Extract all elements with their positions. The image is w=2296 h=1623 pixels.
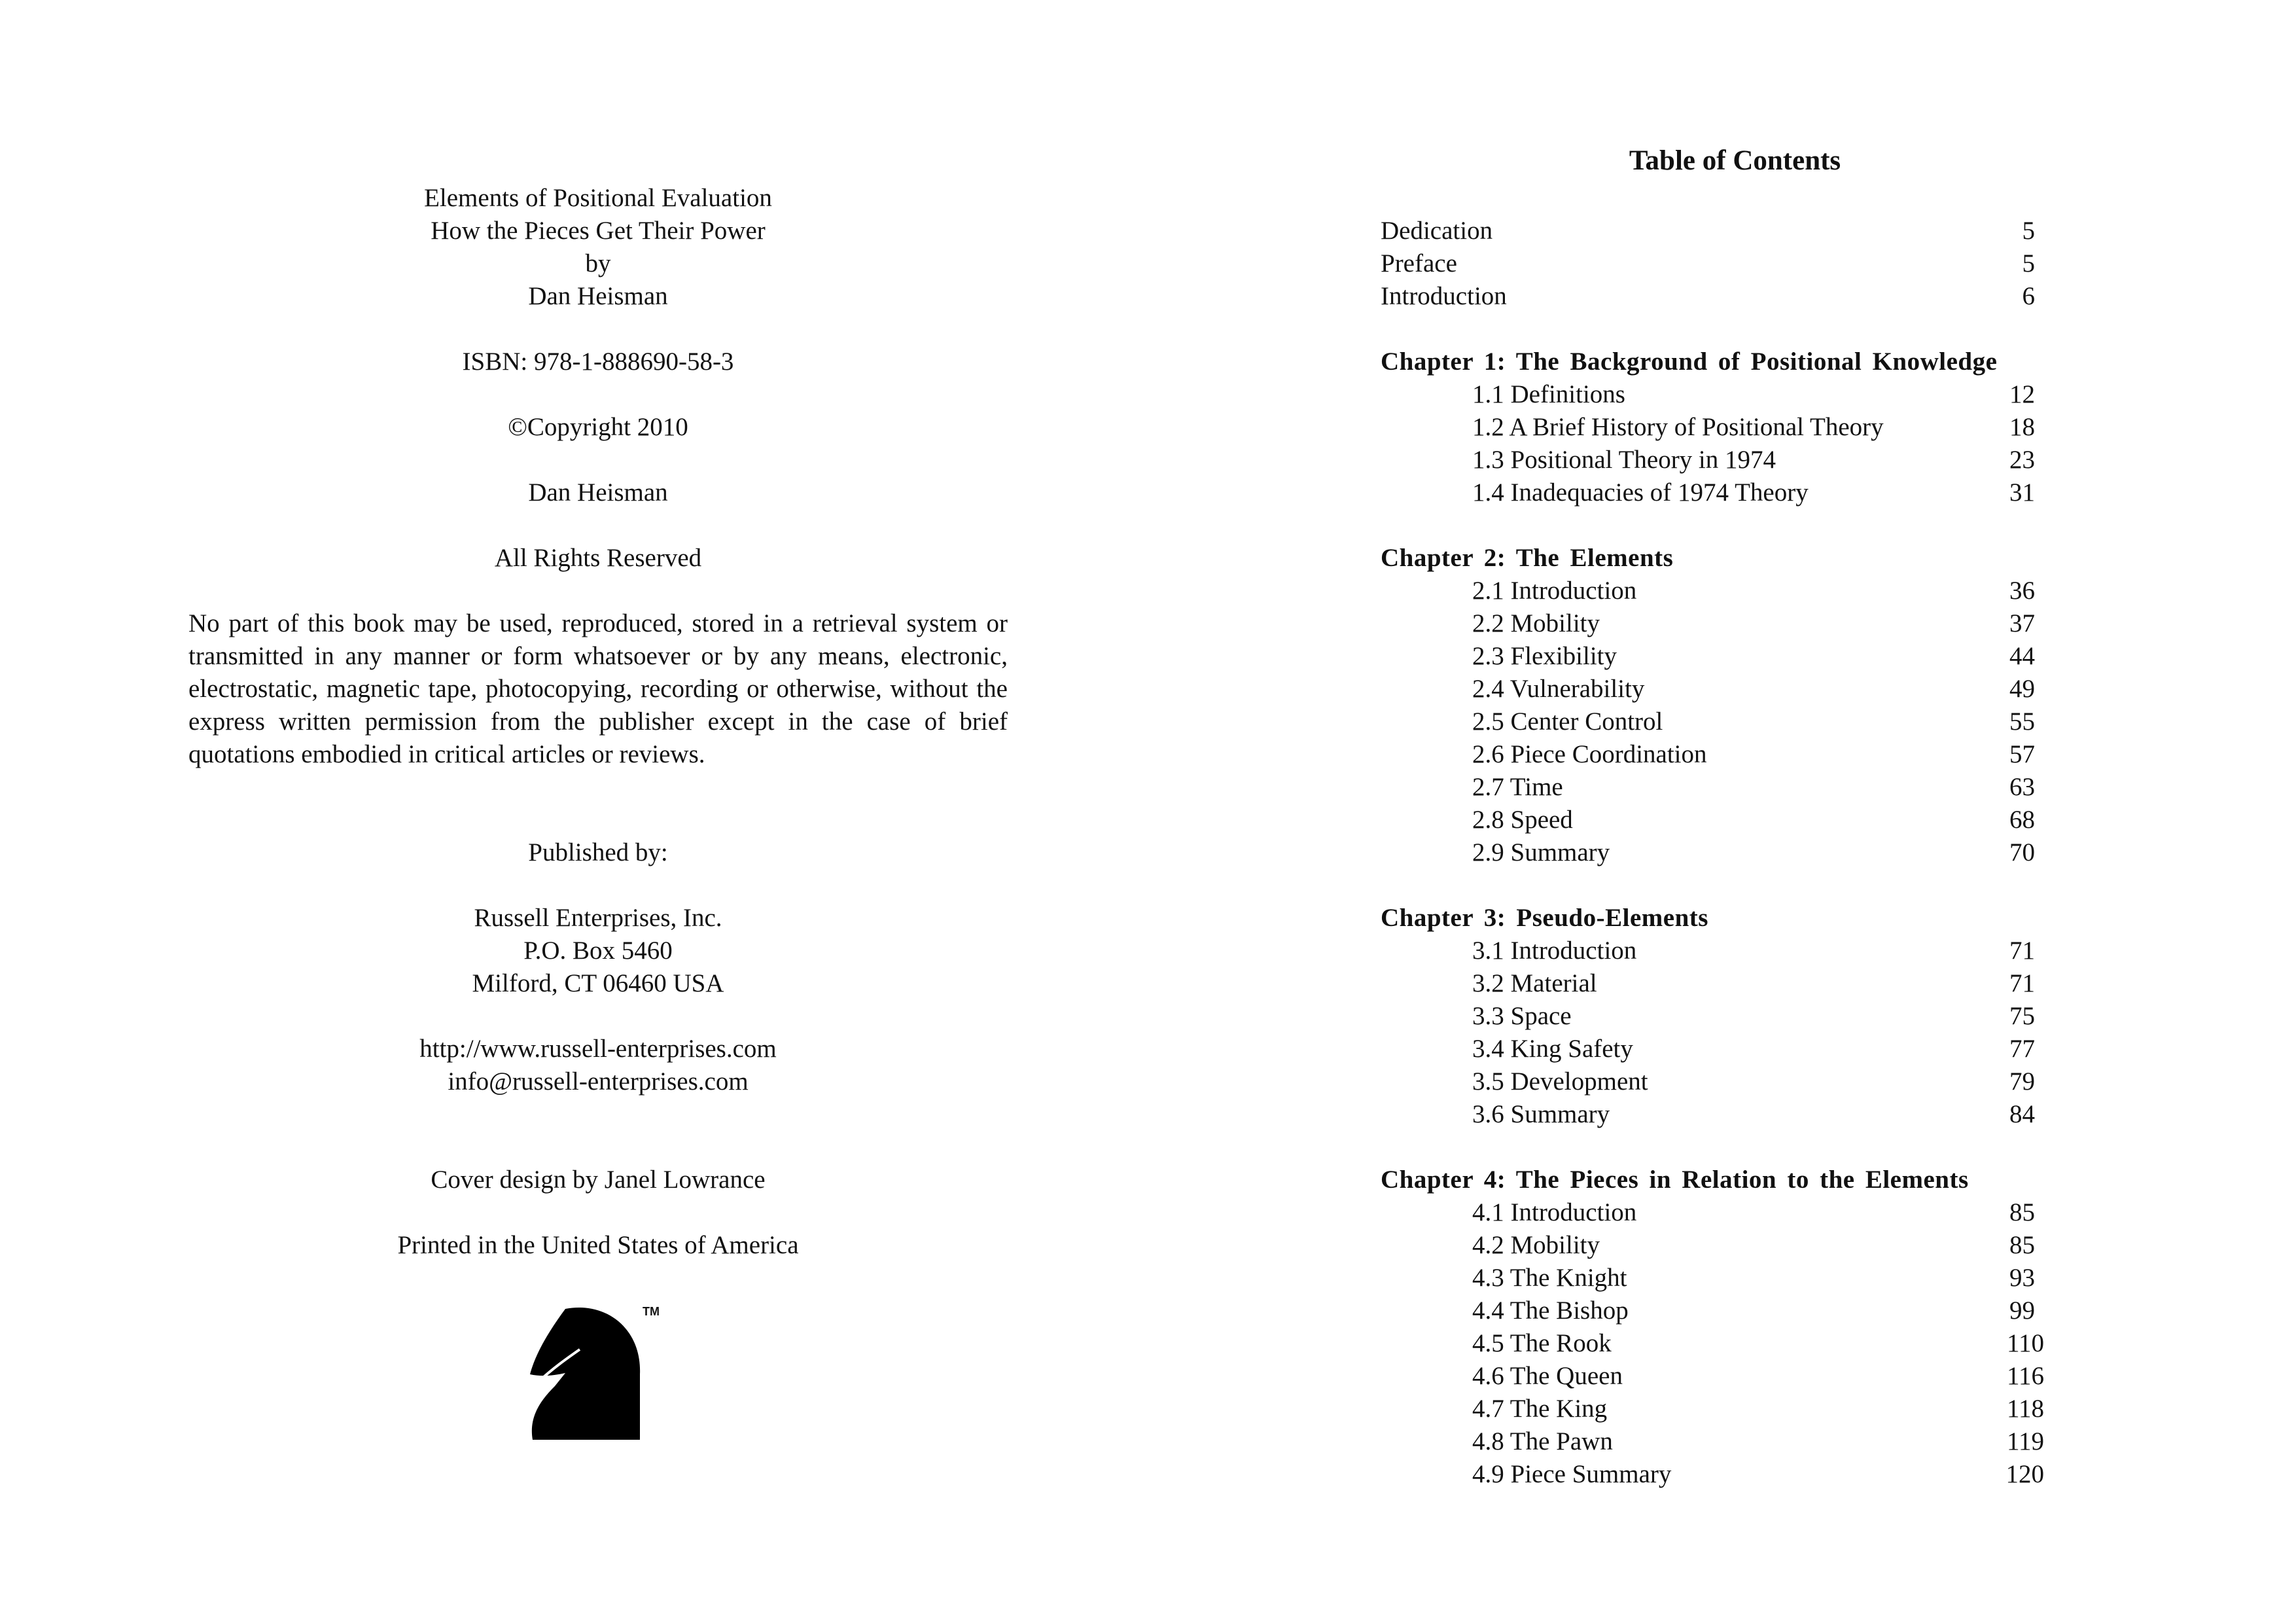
rights-reserved: All Rights Reserved [494,544,702,572]
isbn: ISBN: 978-1-888690-58-3 [462,348,734,376]
toc-section[interactable] [1472,1458,2044,1491]
toc-section-label: 3.3 Space [1472,1002,1572,1030]
publisher-address [188,902,1008,1000]
toc-section[interactable] [1472,935,2035,967]
toc-section[interactable] [1472,1000,2035,1033]
publisher-po-box: P.O. Box 5460 [523,936,673,965]
toc-entry[interactable] [1381,247,2035,280]
toc-section[interactable] [1472,967,2035,1000]
toc-section-label: 4.1 Introduction [1472,1198,1637,1226]
publisher-city: Milford, CT 06460 USA [472,969,724,997]
toc-section[interactable] [1472,673,2035,705]
toc-section-page: 36 [2009,577,2035,605]
toc-section-page: 119 [2006,1427,2044,1455]
table-of-contents-page [1148,0,2296,1623]
author-name: Dan Heisman [528,282,668,310]
toc-section-page: 120 [2005,1460,2044,1488]
toc-section-page: 99 [2009,1296,2035,1325]
toc-entry[interactable] [1381,280,2035,313]
chapter-4-heading[interactable]: Chapter 4: The Pieces in Relation to the Elements [1381,1166,1969,1194]
toc-section-label: 3.1 Introduction [1472,936,1637,965]
toc-section[interactable] [1472,476,2035,509]
toc-section[interactable] [1472,804,2035,836]
toc-section-page: 75 [2009,1002,2035,1030]
toc-section-label: 1.2 A Brief History of Positional Theory [1472,413,1884,441]
toc-section-page: 31 [2009,478,2035,507]
chapter-1-heading[interactable]: Chapter 1: The Background of Positional Knowledge [1381,348,1998,376]
toc-heading [1148,143,2296,179]
book-subtitle: How the Pieces Get Their Power [431,217,766,245]
toc-section-page: 37 [2009,609,2035,637]
toc-section[interactable] [1472,575,2035,607]
publisher-website: http://www.russell-enterprises.com [419,1035,777,1063]
toc-section[interactable] [1472,1262,2035,1294]
toc-section-page: 55 [2009,707,2035,736]
copyright-holder: Dan Heisman [528,478,668,507]
by-line: by [585,249,611,277]
toc-section-page: 84 [2009,1100,2035,1128]
toc-section-page: 44 [2009,642,2035,670]
toc-entry-label: Dedication [1381,217,1493,245]
toc-entry-page: 5 [2022,217,2035,245]
toc-entry-page: 5 [2022,249,2035,277]
toc-section[interactable] [1472,411,2035,444]
toc-section-label: 4.6 The Queen [1472,1362,1623,1390]
toc-section-label: 4.3 The Knight [1472,1264,1627,1292]
toc-section-page: 116 [2006,1362,2044,1390]
toc-section-page: 93 [2009,1264,2035,1292]
toc-section-page: 77 [2009,1035,2035,1063]
toc-section[interactable] [1472,640,2035,673]
toc-section[interactable] [1472,1229,2035,1262]
toc-section-page: 63 [2009,773,2035,801]
toc-section-page: 85 [2009,1198,2035,1226]
toc-section[interactable] [1472,705,2035,738]
toc-section-label: 4.5 The Rook [1472,1329,1612,1357]
chapter-3-heading[interactable]: Chapter 3: Pseudo-Elements [1381,904,1708,932]
toc-section[interactable] [1472,1196,2035,1229]
toc-entry[interactable] [1381,215,2035,247]
toc-section-page: 18 [2009,413,2035,441]
toc-section-label: 2.1 Introduction [1472,577,1637,605]
publisher-name: Russell Enterprises, Inc. [474,904,722,932]
knight-logo-icon [527,1302,665,1446]
toc-section[interactable] [1472,1393,2044,1425]
toc-section[interactable] [1472,836,2035,869]
toc-section-label: 2.4 Vulnerability [1472,675,1645,703]
toc-section-label: 3.2 Material [1472,969,1597,997]
cover-design-credit: Cover design by Janel Lowrance [431,1166,766,1194]
toc-section-page: 71 [2009,969,2035,997]
toc-section-page: 85 [2009,1231,2035,1259]
legal-notice: No part of this book may be used, reproduced, stored in a retrieval system or transmitted in any manner or form whatsoever or by any means, electronic, electrostatic, magnetic tape, photocopying, recording or otherwise, without the express written permission from the publisher except in the case of brief quotations embodied in critical articles or reviews. [188,609,1008,768]
toc-section-label: 4.7 The King [1472,1395,1608,1423]
toc-section-page: 68 [2009,806,2035,834]
toc-section-page: 23 [2009,446,2035,474]
toc-section-page: 118 [2006,1395,2044,1423]
toc-entry-page: 6 [2022,282,2035,310]
toc-section[interactable] [1472,1033,2035,1065]
toc-section-label: 1.4 Inadequacies of 1974 Theory [1472,478,1809,507]
toc-section-label: 2.2 Mobility [1472,609,1600,637]
toc-section-page: 57 [2009,740,2035,768]
toc-section[interactable] [1472,1294,2035,1327]
printed-in: Printed in the United States of America [397,1231,799,1259]
chapter-2-heading[interactable]: Chapter 2: The Elements [1381,544,1674,572]
trademark-mark: TM [643,1305,660,1318]
toc-section[interactable] [1472,771,2035,804]
copyright-line: ©Copyright 2010 [508,413,688,441]
toc-section-page: 49 [2009,675,2035,703]
title-block [188,182,1008,313]
toc-entry-label: Preface [1381,249,1457,277]
toc-section-page: 12 [2009,380,2035,408]
toc-section[interactable] [1472,1425,2044,1458]
knight-logo [527,1302,665,1446]
publisher-contact [188,1033,1008,1098]
toc-section-label: 3.6 Summary [1472,1100,1610,1128]
toc-section[interactable] [1472,607,2035,640]
toc-section[interactable] [1472,444,2035,476]
toc-section[interactable] [1472,1065,2035,1098]
toc-entry-label: Introduction [1381,282,1507,310]
toc-section-label: 2.3 Flexibility [1472,642,1617,670]
toc-section-page: 110 [2006,1329,2044,1357]
book-title: Elements of Positional Evaluation [424,184,772,212]
toc-section-label: 2.7 Time [1472,773,1563,801]
toc-section-page: 71 [2009,936,2035,965]
toc-section-label: 2.8 Speed [1472,806,1573,834]
publisher-email: info@russell-enterprises.com [448,1067,749,1096]
toc-section-label: 4.2 Mobility [1472,1231,1600,1259]
toc-section-label: 2.9 Summary [1472,838,1610,866]
toc-section-page: 79 [2009,1067,2035,1096]
toc-section[interactable] [1472,1360,2044,1393]
toc-section-page: 70 [2009,838,2035,866]
toc-section-label: 3.5 Development [1472,1067,1648,1096]
toc-section-label: 4.8 The Pawn [1472,1427,1613,1455]
toc-section-label: 4.9 Piece Summary [1472,1460,1672,1488]
toc-section[interactable] [1472,1098,2035,1131]
toc-section[interactable] [1472,378,2035,411]
toc-section-label: 3.4 King Safety [1472,1035,1633,1063]
toc-section-label: 2.6 Piece Coordination [1472,740,1707,768]
toc-section-label: 1.3 Positional Theory in 1974 [1472,446,1776,474]
toc-section-label: 4.4 The Bishop [1472,1296,1629,1325]
toc-heading-text: Table of Contents [1629,145,1841,176]
toc-section-label: 1.1 Definitions [1472,380,1625,408]
toc-section[interactable] [1472,738,2035,771]
published-by-label: Published by: [528,838,668,866]
toc-section-label: 2.5 Center Control [1472,707,1663,736]
toc-section[interactable] [1472,1327,2044,1360]
